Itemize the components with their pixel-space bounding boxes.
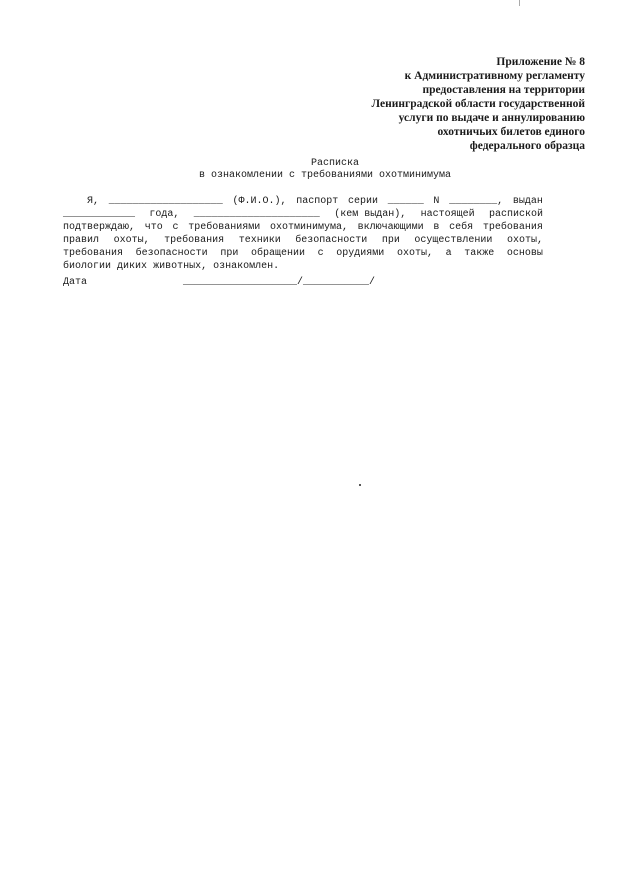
word: Я, <box>63 196 100 207</box>
title-line-1: Расписка <box>310 158 359 169</box>
scan-speck <box>359 484 361 486</box>
appendix-line: федерального образца <box>469 140 585 152</box>
word: N <box>433 196 440 207</box>
word: охоты, <box>396 248 433 259</box>
word: включающими <box>357 222 424 233</box>
body-line-6 <box>63 260 543 273</box>
body-line-3 <box>63 221 543 234</box>
appendix-line: Приложение № 8 <box>496 56 585 68</box>
word: осуществлении <box>414 235 493 246</box>
word: безопасности <box>135 248 208 259</box>
word: в <box>433 222 440 233</box>
blank-year: ____________ <box>63 209 136 220</box>
word: техники <box>238 235 281 246</box>
word: подтверждаю, <box>63 222 136 233</box>
blank-issuer: _____________________ <box>193 209 320 220</box>
word: при <box>381 235 400 246</box>
word: себя <box>449 222 474 233</box>
word: безопасности <box>295 235 368 246</box>
title-line-2: в ознакомлении с требованиями охотминимума <box>198 170 452 181</box>
word: (кем выдан), <box>334 209 407 220</box>
appendix-line: предоставления на территории <box>422 84 585 96</box>
appendix-line: к Административному регламенту <box>404 70 585 82</box>
word: охоты, <box>113 235 150 246</box>
word: требования <box>63 248 124 259</box>
word: требования <box>164 235 225 246</box>
scan-edge-mark <box>519 0 520 6</box>
blank-number: ________, <box>449 196 504 207</box>
signature-blank: ___________________/___________/ <box>183 277 376 288</box>
word: основы <box>506 248 543 259</box>
blank-fio: ___________________ <box>108 196 223 207</box>
word: диких <box>117 261 148 272</box>
word: паспорт <box>296 196 339 207</box>
word: что <box>144 222 163 233</box>
body-line-4 <box>63 234 543 247</box>
appendix-line: услуги по выдаче и аннулированию <box>398 112 585 124</box>
word: животных, <box>153 261 208 272</box>
word: распиской <box>488 209 543 220</box>
word: с <box>317 248 324 259</box>
word: ознакомлен. <box>213 261 280 272</box>
word: правил <box>63 235 100 246</box>
date-signature-row <box>63 277 543 325</box>
word: с <box>172 222 179 233</box>
word: серии <box>347 196 378 207</box>
appendix-line: Ленинградской области государственной <box>371 98 585 110</box>
blank-series: ______ <box>387 196 424 207</box>
date-label: Дата <box>63 277 88 288</box>
appendix-header <box>372 55 585 153</box>
word: обращении <box>250 248 305 259</box>
word: настоящей <box>420 209 475 220</box>
word: также <box>464 248 495 259</box>
word: биологии <box>63 261 112 272</box>
word: (Ф.И.О.), <box>232 196 287 207</box>
document-title <box>0 158 640 182</box>
word: выдан <box>512 196 543 207</box>
receipt-body <box>63 195 543 273</box>
word: а <box>445 248 452 259</box>
word: требования <box>482 222 543 233</box>
body-line-5 <box>63 247 543 260</box>
word: орудиями <box>336 248 385 259</box>
word: при <box>220 248 239 259</box>
body-line-2 <box>63 208 543 221</box>
word: охотминимума, <box>269 222 348 233</box>
word: охоты, <box>506 235 543 246</box>
body-line-1 <box>63 195 543 208</box>
appendix-line: охотничьих билетов единого <box>437 126 585 138</box>
word: требованиями <box>188 222 261 233</box>
word: года, <box>149 209 180 220</box>
